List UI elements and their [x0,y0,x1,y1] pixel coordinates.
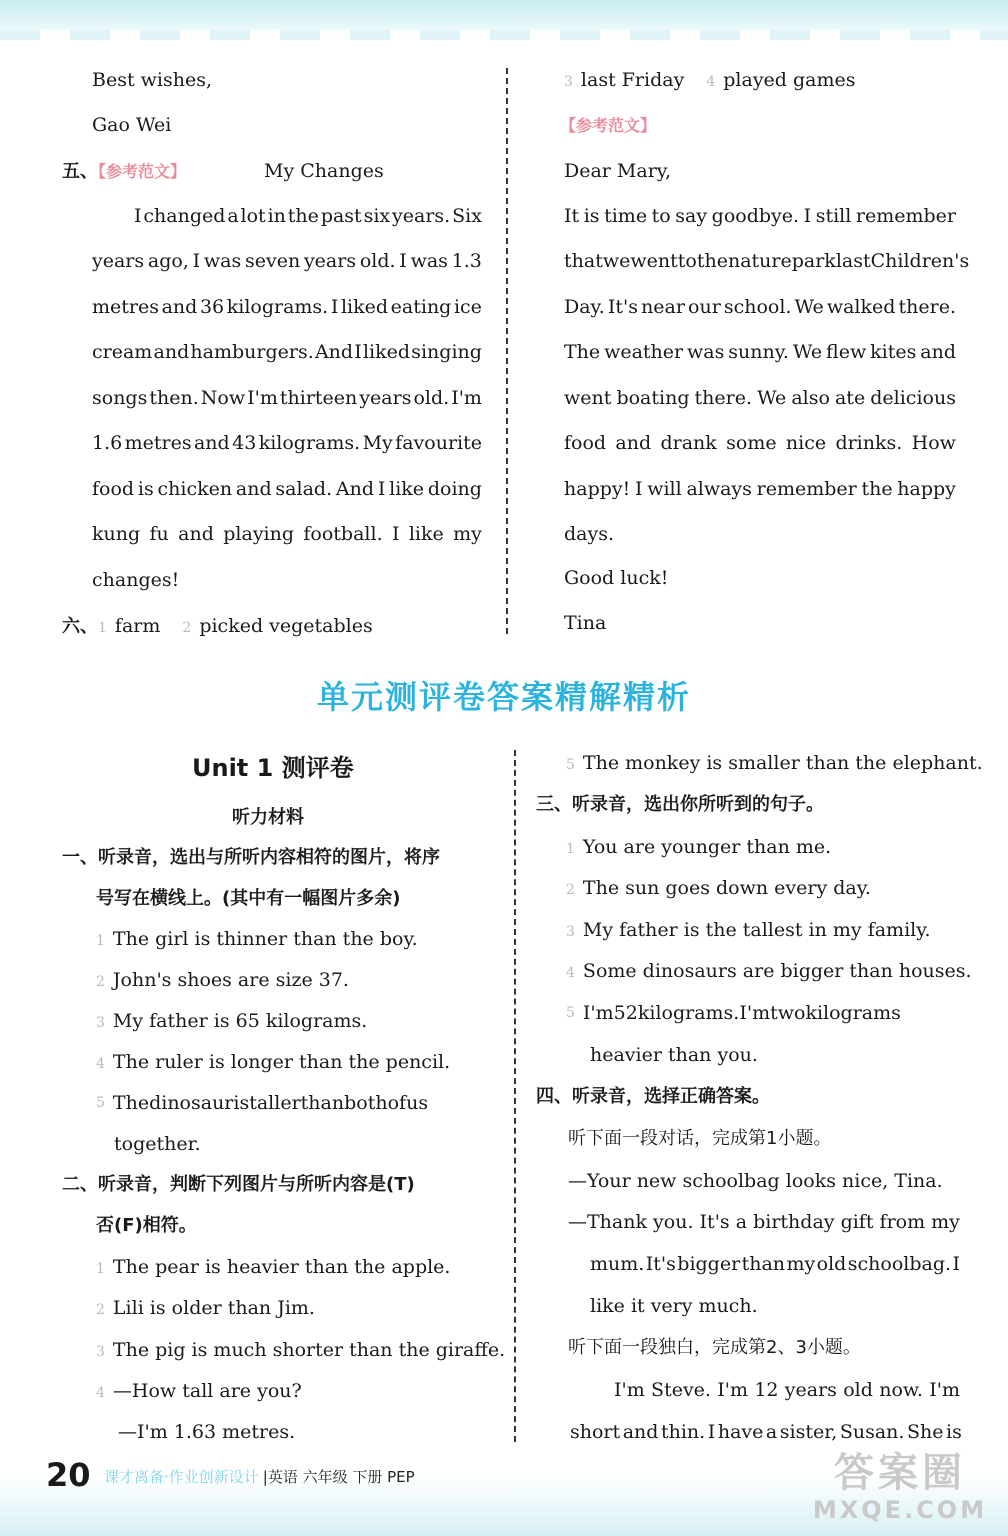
word: old. [413,387,450,409]
word: seven [244,250,301,272]
word: the [696,250,728,272]
word: songs [92,387,148,409]
q2-item [96,1295,315,1323]
word: I [134,205,142,227]
word: bigger [677,1253,741,1275]
word: a [227,205,239,227]
word: six [363,205,391,227]
word: also [791,387,830,409]
word: 1.3 [451,250,482,272]
letter-line [564,339,956,365]
word: and [235,478,272,500]
dialog-line [568,1209,960,1235]
q4-intro-monologue: 听下面一段独白，完成第2、3小题。 [568,1337,861,1358]
word: metres [124,432,192,454]
word: I'm [247,387,278,409]
word: And [314,341,354,363]
letter-greeting: Dear Mary, [564,160,672,182]
item-number: 2 [96,1302,105,1318]
item-number: 1 [566,841,575,857]
word: there. [694,387,753,409]
word: is [137,478,154,500]
word: thirteen [279,387,358,409]
word: than [300,1092,345,1114]
item-number: 4 [706,74,716,90]
q2-item [96,1378,302,1406]
letter-line [564,248,970,274]
word: years. [392,205,451,227]
item-number: 4 [96,1056,105,1072]
word: It's [645,1253,676,1275]
word: delicious [870,387,956,409]
word: Susan. [839,1421,905,1443]
word: playing [223,523,295,545]
word: I [377,478,386,500]
item-number: 2 [96,974,105,990]
item-text: The sun goes down every day. [582,877,871,899]
q2-item-answer: —I'm 1.63 metres. [118,1421,296,1443]
word: and [178,523,214,545]
item-text: John's shoes are size 37. [112,969,349,991]
word: 1.6 [92,432,123,454]
item-number: 4 [96,1385,105,1401]
section-6-label: 六、 [62,616,98,637]
word: lot [240,205,266,227]
item-number: 5 [566,1005,575,1021]
answer-text: farm [114,615,161,637]
essay-line [92,476,482,502]
word: food [564,432,607,454]
word: fu [149,523,169,545]
word: changed [143,205,226,227]
word: my [786,1253,816,1275]
word: old. [359,250,396,272]
dialog-line [590,1251,960,1277]
word: goodbye. [711,205,800,227]
item-text [113,1090,486,1116]
q3-item [566,834,831,862]
answer-text: picked vegetables [199,615,373,637]
word: have [717,1421,764,1443]
word: is [946,1421,962,1443]
word: last [835,250,871,272]
item-number: 3 [96,1344,105,1360]
column-divider [506,68,508,634]
page-number: 20 [46,1456,91,1494]
item-text: The monkey is smaller than the elephant. [582,752,983,774]
essay-title: My Changes [264,160,384,182]
word: will [647,478,682,500]
word: kilograms. [637,1002,740,1024]
q3-item-continuation: heavier than you. [590,1044,758,1066]
letter-signature: Tina [564,612,607,634]
footer-brand: 课才离备·作业创新设计 [104,1468,259,1486]
word: singing [411,341,482,363]
letter-closing: Best wishes, [92,69,212,91]
listening-material-title: 听力材料 [232,807,304,828]
item-text: The girl is thinner than the boy. [112,928,418,950]
q2-item [96,1254,450,1282]
word: and [153,341,190,363]
word: the [287,205,319,227]
top-decorative-band [0,0,1008,40]
section-5-label: 五、 [62,161,98,182]
word: kung [92,523,141,545]
q1-item-continuation: together. [114,1133,201,1155]
word: of [387,1092,407,1114]
essay-line [92,248,482,274]
word: time [604,205,648,227]
word: both [344,1092,388,1114]
essay-line [92,294,482,320]
word: She [907,1421,944,1443]
word: sister, [779,1421,838,1443]
item-number: 1 [98,620,107,636]
word: years [303,250,357,272]
word: taller [249,1092,301,1114]
word: I'm [739,1002,771,1024]
word: then. [149,387,199,409]
word: weather [604,341,684,363]
word: —Thank [568,1211,647,1233]
word: liked [362,341,411,363]
word: say [675,205,708,227]
item-number: 1 [96,1261,105,1277]
letter-line [564,476,956,502]
word: mum. [590,1253,645,1275]
word: The [112,1092,150,1114]
word: to [677,250,697,272]
word: salad. [275,478,333,500]
word: metres [92,296,159,318]
word: school. [723,296,792,318]
word: kilograms [805,1002,901,1024]
word: Steve. [651,1379,711,1401]
word: I'm [614,1379,645,1401]
word: liked [340,296,389,318]
word: the [861,478,893,500]
word: 12 [754,1379,779,1401]
word: nice [785,432,827,454]
item-number: 2 [182,620,192,636]
q3-item [566,1000,960,1026]
word: drank [660,432,717,454]
word: I [354,341,362,363]
word: in [267,205,286,227]
letter-signature: Gao Wei [92,114,172,136]
q1-item [96,1090,486,1116]
word: like [408,523,444,545]
item-text: Some dinosaurs are bigger than houses. [582,960,972,982]
word: is [583,205,600,227]
footer-book-info: |英语 六年级 下册 PEP [262,1468,415,1486]
item-number: 1 [96,933,105,949]
word: hamburgers. [190,341,314,363]
word: It's [607,296,638,318]
question-2-heading: 二、听录音，判断下列图片与所听内容是(T) [62,1174,415,1195]
word: My [362,432,393,454]
q2-item [96,1337,505,1365]
word: you. [653,1211,694,1233]
word: from [879,1211,926,1233]
word: still [815,205,852,227]
word: was [203,250,242,272]
tag-text: 【参考范文】 [560,116,657,135]
word: and [920,341,956,363]
word: chicken [157,478,233,500]
word: ate [834,387,866,409]
word: gift [840,1211,874,1233]
section-6-answers [62,613,373,641]
answers-3-4 [564,67,856,95]
word: I [707,1421,716,1443]
word: I [192,250,201,272]
essay-line: changes! [92,569,180,591]
word: doing [427,478,482,500]
word: our [688,296,721,318]
word: is [233,1092,250,1114]
word: We [792,341,823,363]
section-5-header [62,158,186,185]
word: favourite [395,432,482,454]
letter-closing: Good luck! [564,567,669,589]
word: and [161,296,198,318]
word: went [564,387,612,409]
word: I'm [929,1379,960,1401]
word: I [399,250,407,272]
word: I'm [582,1002,614,1024]
word: I [330,296,339,318]
word: always [686,478,752,500]
word: I [391,523,400,545]
item-number: 3 [564,74,573,90]
word: was [687,341,725,363]
q4-intro-dialog: 听下面一段对话，完成第1小题。 [568,1128,832,1149]
watermark [800,1450,1000,1530]
question-1-heading: 一、听录音，选出与所听内容相符的图片，将序 [62,847,440,868]
word: Now [200,387,246,409]
word: 52 [613,1002,638,1024]
word: schoolbag. [847,1253,952,1275]
word: How [911,432,956,454]
letter-line: days. [564,523,615,545]
word: park [791,250,836,272]
word: flew [826,341,867,363]
dialog-line: like it very much. [590,1295,758,1317]
q2-item [566,750,983,778]
question-4-heading: 四、听录音，选择正确答案。 [536,1086,770,1107]
word: 43 [232,432,257,454]
letter-line [564,385,956,411]
word: and [615,432,652,454]
word: kilograms. [226,296,329,318]
word: and [622,1421,659,1443]
item-number: 3 [566,924,575,940]
word: near [641,296,685,318]
word: boating [616,387,690,409]
word: to [651,205,671,227]
essay-line [92,339,482,365]
q3-item [566,958,972,986]
reference-essay-tag: 【参考范文】 [98,162,187,181]
monologue-line [570,1419,962,1445]
word: food [92,478,135,500]
item-text: The ruler is longer than the pencil. [112,1051,451,1073]
word: I [634,478,643,500]
reference-letter-tag [560,112,656,139]
letter-line [564,294,956,320]
item-text [583,1000,960,1026]
word: short [570,1421,621,1443]
word: was [410,250,448,272]
word: 36 [199,296,225,318]
word: I'm [717,1379,749,1401]
word: my [931,1211,960,1233]
question-1-heading-cont: 号写在横线上。(其中有一幅图片多余) [96,888,401,909]
word: us [406,1092,429,1114]
answer-text: last Friday [580,69,685,91]
item-number: 4 [566,965,575,981]
word: happy! [564,478,631,500]
item-text: The pear is heavier than the apple. [112,1256,451,1278]
word: Day. [564,296,605,318]
word: And [335,478,375,500]
word: We [794,296,824,318]
word: drinks. [835,432,903,454]
word: thin. [660,1421,706,1443]
word: sunny. [728,341,789,363]
word: now. [879,1379,923,1401]
watermark-line-1: 答案圈 [834,1450,966,1496]
word: Children's [870,250,970,272]
word: there. [898,296,956,318]
item-number: 5 [96,1095,105,1111]
question-3-heading: 三、听录音，选出你所听到的句子。 [536,794,824,815]
word: I'm [451,387,482,409]
word: my [453,523,482,545]
word: we [602,250,631,272]
item-text: Lili is older than Jim. [112,1297,315,1319]
q1-item [96,1008,367,1036]
word: I [952,1253,960,1275]
letter-line [564,203,956,229]
word: past [320,205,362,227]
section-banner: 单元测评卷答案精解精析 [316,678,691,716]
word: eating [390,296,452,318]
word: birthday [753,1211,835,1233]
word: went [630,250,678,272]
word: a [735,1211,748,1233]
word: kilograms. [258,432,361,454]
item-text: The pig is much shorter than the giraffe. [112,1339,506,1361]
question-2-heading-cont: 否(F)相符。 [96,1215,197,1236]
word: I [803,205,812,227]
word: football. [303,523,383,545]
word: It [564,205,580,227]
word: We [757,387,787,409]
q3-item [566,875,871,903]
footer-text [104,1466,415,1487]
item-text: —How tall are you? [112,1380,302,1402]
watermark-line-2: MXQE.COM [812,1496,988,1524]
answer-text: played games [723,69,856,91]
item-text: My father is the tallest in my family. [582,919,931,941]
word: kites [870,341,917,363]
word: happy [897,478,956,500]
word: some [726,432,777,454]
word: walked [826,296,896,318]
item-text: You are younger than me. [582,836,832,858]
word: years [92,250,145,272]
item-number: 2 [566,882,575,898]
word: cream [92,341,153,363]
word: that [564,250,603,272]
item-number: 5 [566,757,575,773]
q1-item [96,926,418,954]
word: a [765,1421,778,1443]
letter-line [564,430,956,456]
word: nature [727,250,792,272]
word: The [564,341,601,363]
word: old [843,1379,873,1401]
word: dinosaur [149,1092,234,1114]
word: and [193,432,230,454]
word: Six [452,205,482,227]
word: old [816,1253,847,1275]
essay-line [134,203,482,229]
word: remember [756,478,857,500]
word: than [741,1253,786,1275]
essay-line [92,521,482,547]
q1-item [96,1049,450,1077]
word: ice [453,296,482,318]
essay-line [92,430,482,456]
word: years [784,1379,837,1401]
unit-title: Unit 1 测评卷 [192,754,354,782]
item-number: 3 [96,1015,105,1031]
word: remember [855,205,956,227]
q1-item [96,967,349,995]
column-divider [514,750,516,1442]
word: It's [699,1211,730,1233]
item-text: My father is 65 kilograms. [112,1010,368,1032]
word: ago, [147,250,189,272]
word: years [359,387,412,409]
word: two [770,1002,806,1024]
q3-item [566,917,930,945]
dialog-line: —Your new schoolbag looks nice, Tina. [568,1170,943,1192]
word: like [389,478,425,500]
monologue-line [614,1377,960,1403]
essay-line [92,385,482,411]
